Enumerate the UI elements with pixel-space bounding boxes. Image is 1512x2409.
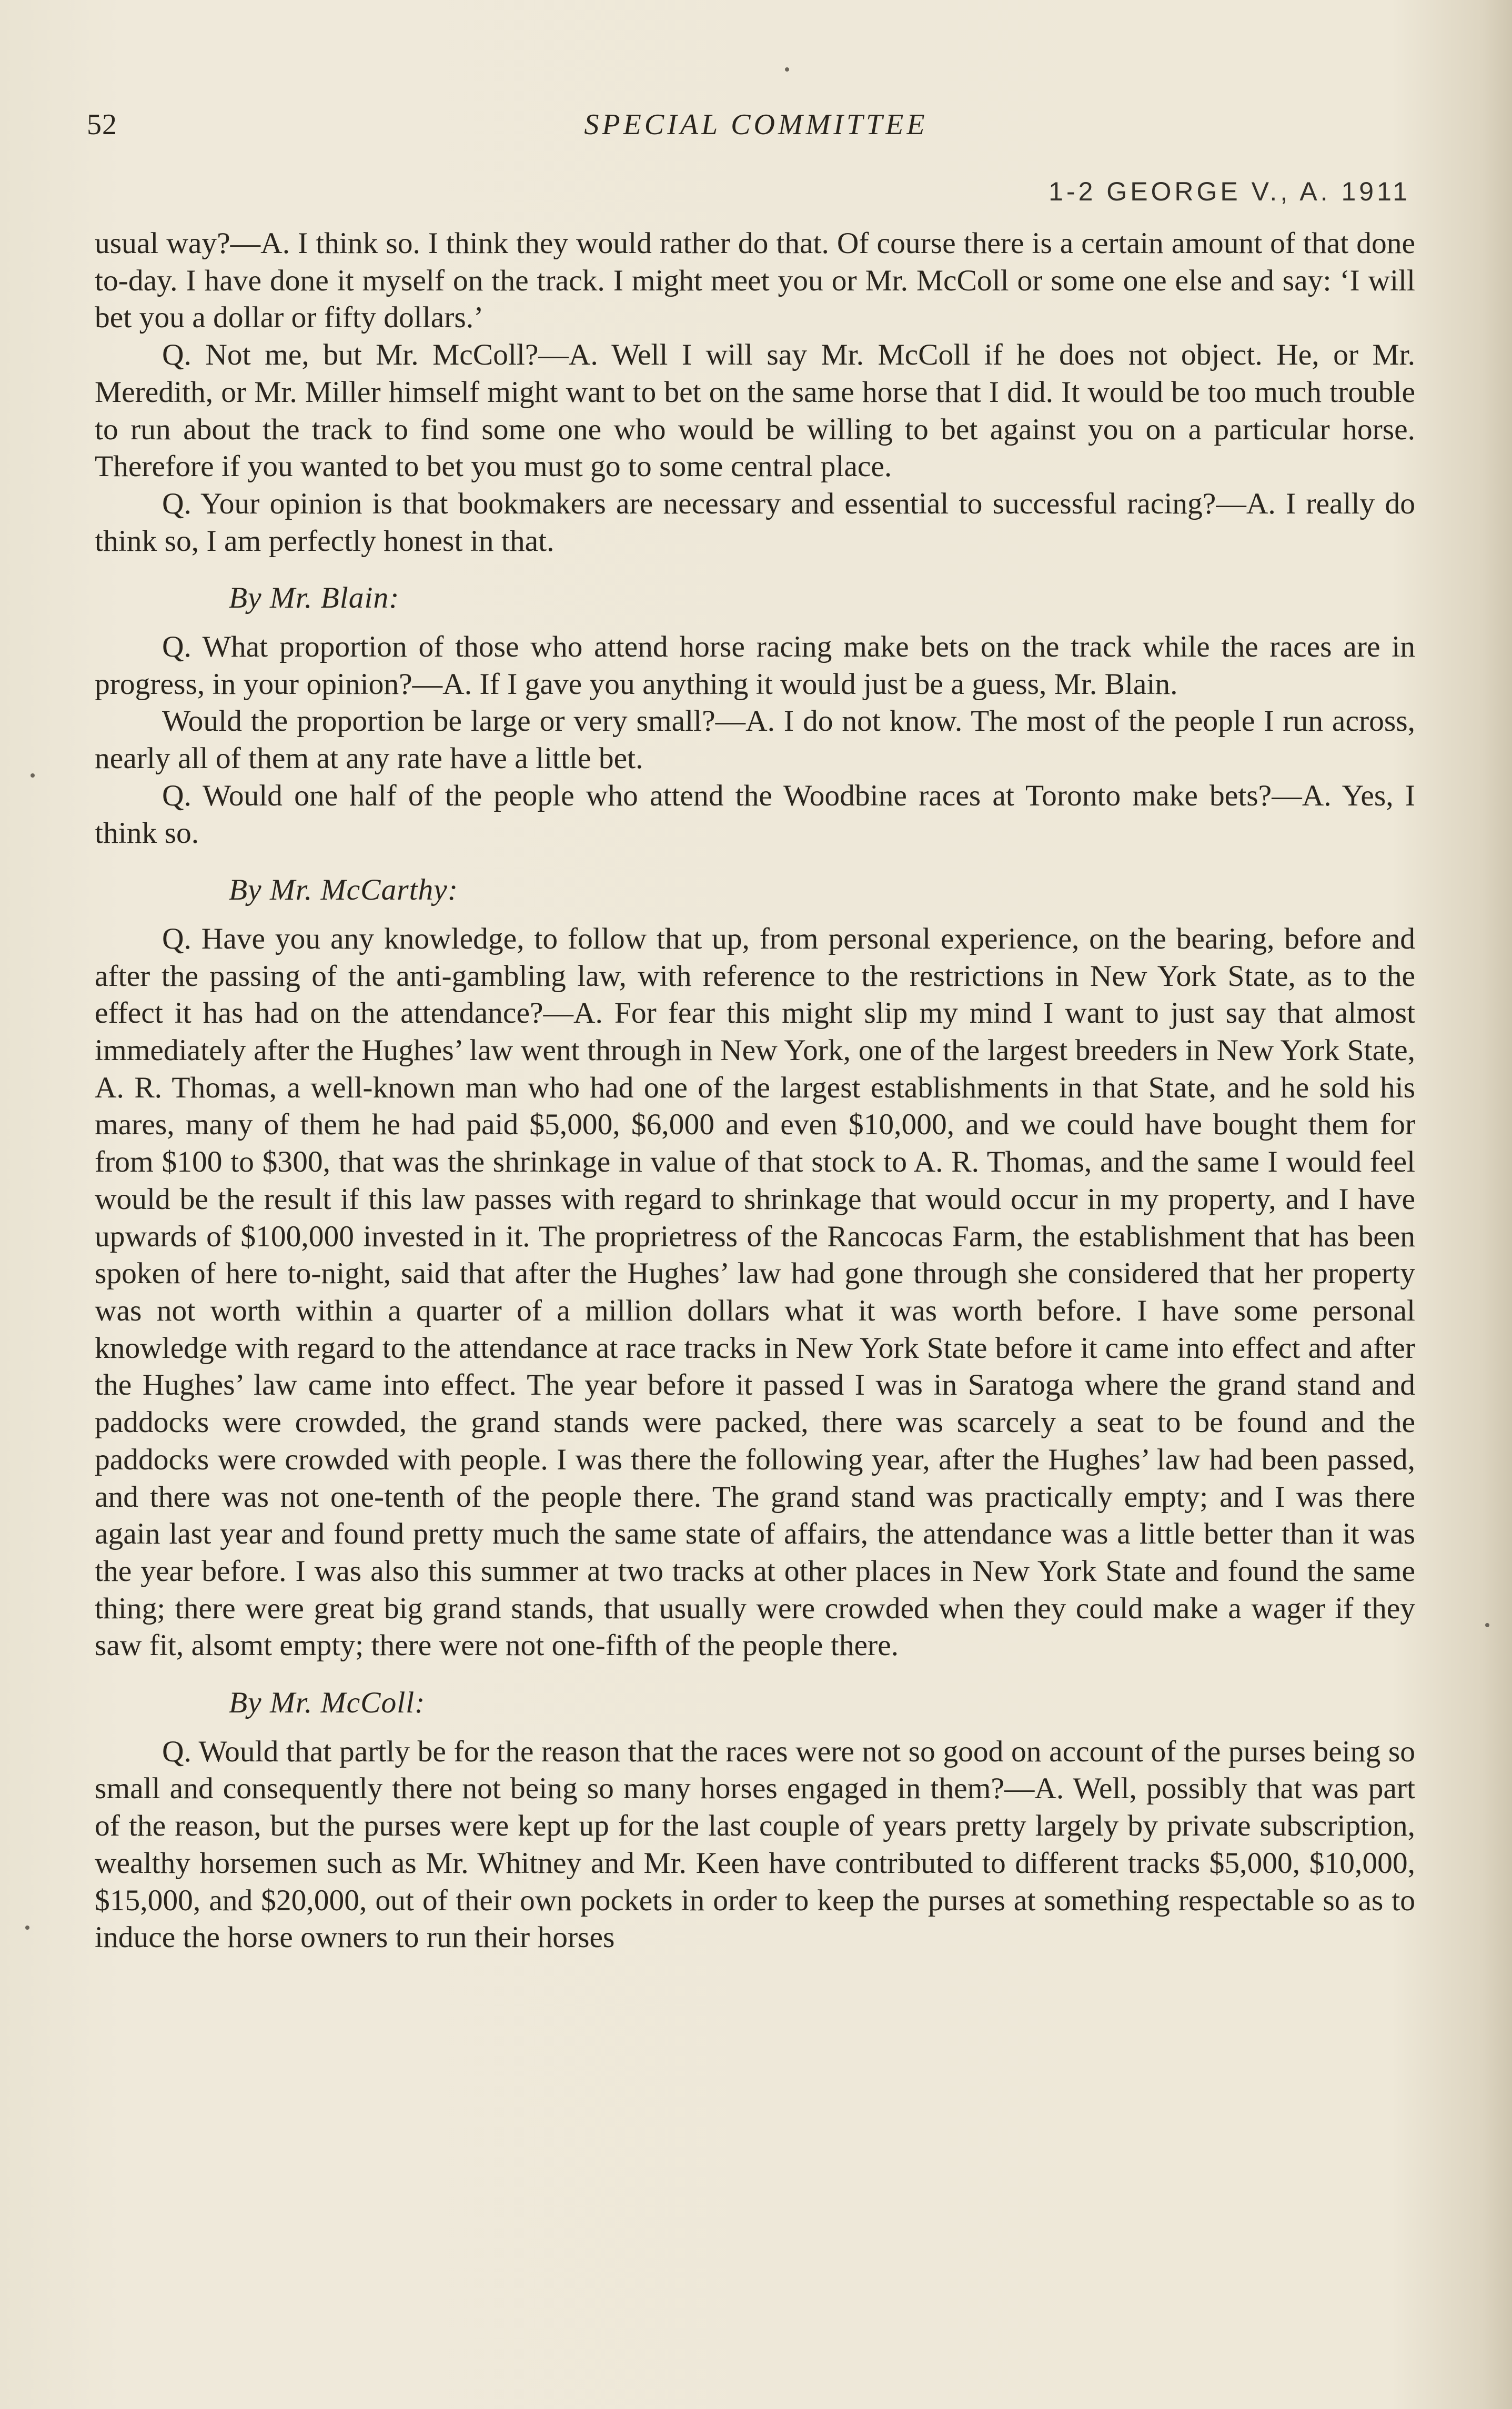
- running-head: SPECIAL COMMITTEE: [584, 108, 928, 141]
- paragraph: Q. Your opinion is that bookmakers are necessary and essential to successful racing?—A. I really do think so, I am perfectly honest in that.: [95, 487, 1415, 558]
- paragraph: Would the proportion be large or very small?—A. I do not know. The most of the people I run across, nearly all of them at any rate have a little bet.: [95, 704, 1415, 775]
- paragraph: Q. Would one half of the people who attend the Woodbine races at Toronto make bets?—A. Yes, I think so.: [95, 779, 1415, 850]
- print-speck: [31, 773, 35, 778]
- paragraph: usual way?—A. I think so. I think they would rather do that. Of course there is a certain amount of that done to-day. I have done it myself on the track. I might meet you or Mr. McColl or some one else and say: ‘I will bet you a dollar or fifty dollars.’: [95, 227, 1415, 335]
- print-speck: [1485, 1623, 1489, 1627]
- body-text: [95, 225, 1415, 1957]
- page-number: 52: [87, 108, 117, 141]
- print-speck: [25, 1926, 29, 1930]
- paragraph: Q. Would that partly be for the reason that the races were not so good on account of the purses being so small and consequently there not being so many horses engaged in them?—A. Well, possibly that was part of the reason, but the purses were kept up for the last couple of years pretty largely by private subscription, wealthy horsemen such as Mr. Whitney and Mr. Keen have contributed to different tracks $5,000, $10,000, $15,000, and $20,000, out of their own pockets in order to keep the purses at something respectable so as to induce the horse owners to run their horses: [95, 1735, 1415, 1954]
- print-speck: [785, 67, 789, 72]
- speaker-heading: By Mr. McCarthy:: [229, 873, 458, 907]
- speaker-heading: By Mr. McColl:: [229, 1686, 426, 1720]
- paragraph: Q. What proportion of those who attend horse racing make bets on the track while the races are in progress, in your opinion?—A. If I gave you anything it would just be a guess, Mr. Blain.: [95, 630, 1415, 701]
- speaker-heading: By Mr. Blain:: [229, 581, 400, 615]
- session-line: 1-2 GEORGE V., A. 1911: [1049, 177, 1410, 206]
- paragraph: Q. Have you any knowledge, to follow that up, from personal experience, on the bearing, before and after the passing of the anti-gambling law, with reference to the restrictions in New York State, as to the effect it has had on the attendance?—A. For fear this might slip my mind I want to just say that almost immediately after the Hughes’ law went through in New York, one of the largest breeders in New York State, A. R. Thomas, a well-known man who had one of the largest establishments in that State, and he sold his mares, many of them he had paid $5,000, $6,000 and even $10,000, and we could have bought them for from $100 to $300, that was the shrinkage in value of that stock to A. R. Thomas, and the same I would feel would be the result if this law passes with regard to shrinkage that would occur in my property, and I have upwards of $100,000 invested in it. The proprietress of the Rancocas Farm, the establishment that has been spoken of here to-night, said that after the Hughes’ law had gone through she considered that her property was not worth within a quarter of a million dollars what it was worth before. I have some personal knowledge with regard to the attendance at race tracks in New York State before it came into effect and after the Hughes’ law came into effect. The year before it passed I was in Saratoga where the grand stand and paddocks were crowded, the grand stands were packed, there was scarcely a seat to be found and the paddocks were crowded with people. I was there the following year, after the Hughes’ law had been passed, and there was not one-tenth of the people there. The grand stand was practically empty; and I was there again last year and found pretty much the same state of affairs, the attendance was a little better than it was the year before. I was also this summer at two tracks at other places in New York State and found the same thing; there were great big grand stands, that usually were crowded when they could make a wager if they saw fit, alsomt empty; there were not one-fifth of the people there.: [95, 922, 1415, 1662]
- paragraph: Q. Not me, but Mr. McColl?—A. Well I will say Mr. McColl if he does not object. He, or Mr. Meredith, or Mr. Miller himself might want to bet on the same horse that I did. It would be too much trouble to run about the track to find some one who would be willing to bet against you on a particular horse. Therefore if you wanted to bet you must go to some central place.: [95, 338, 1415, 483]
